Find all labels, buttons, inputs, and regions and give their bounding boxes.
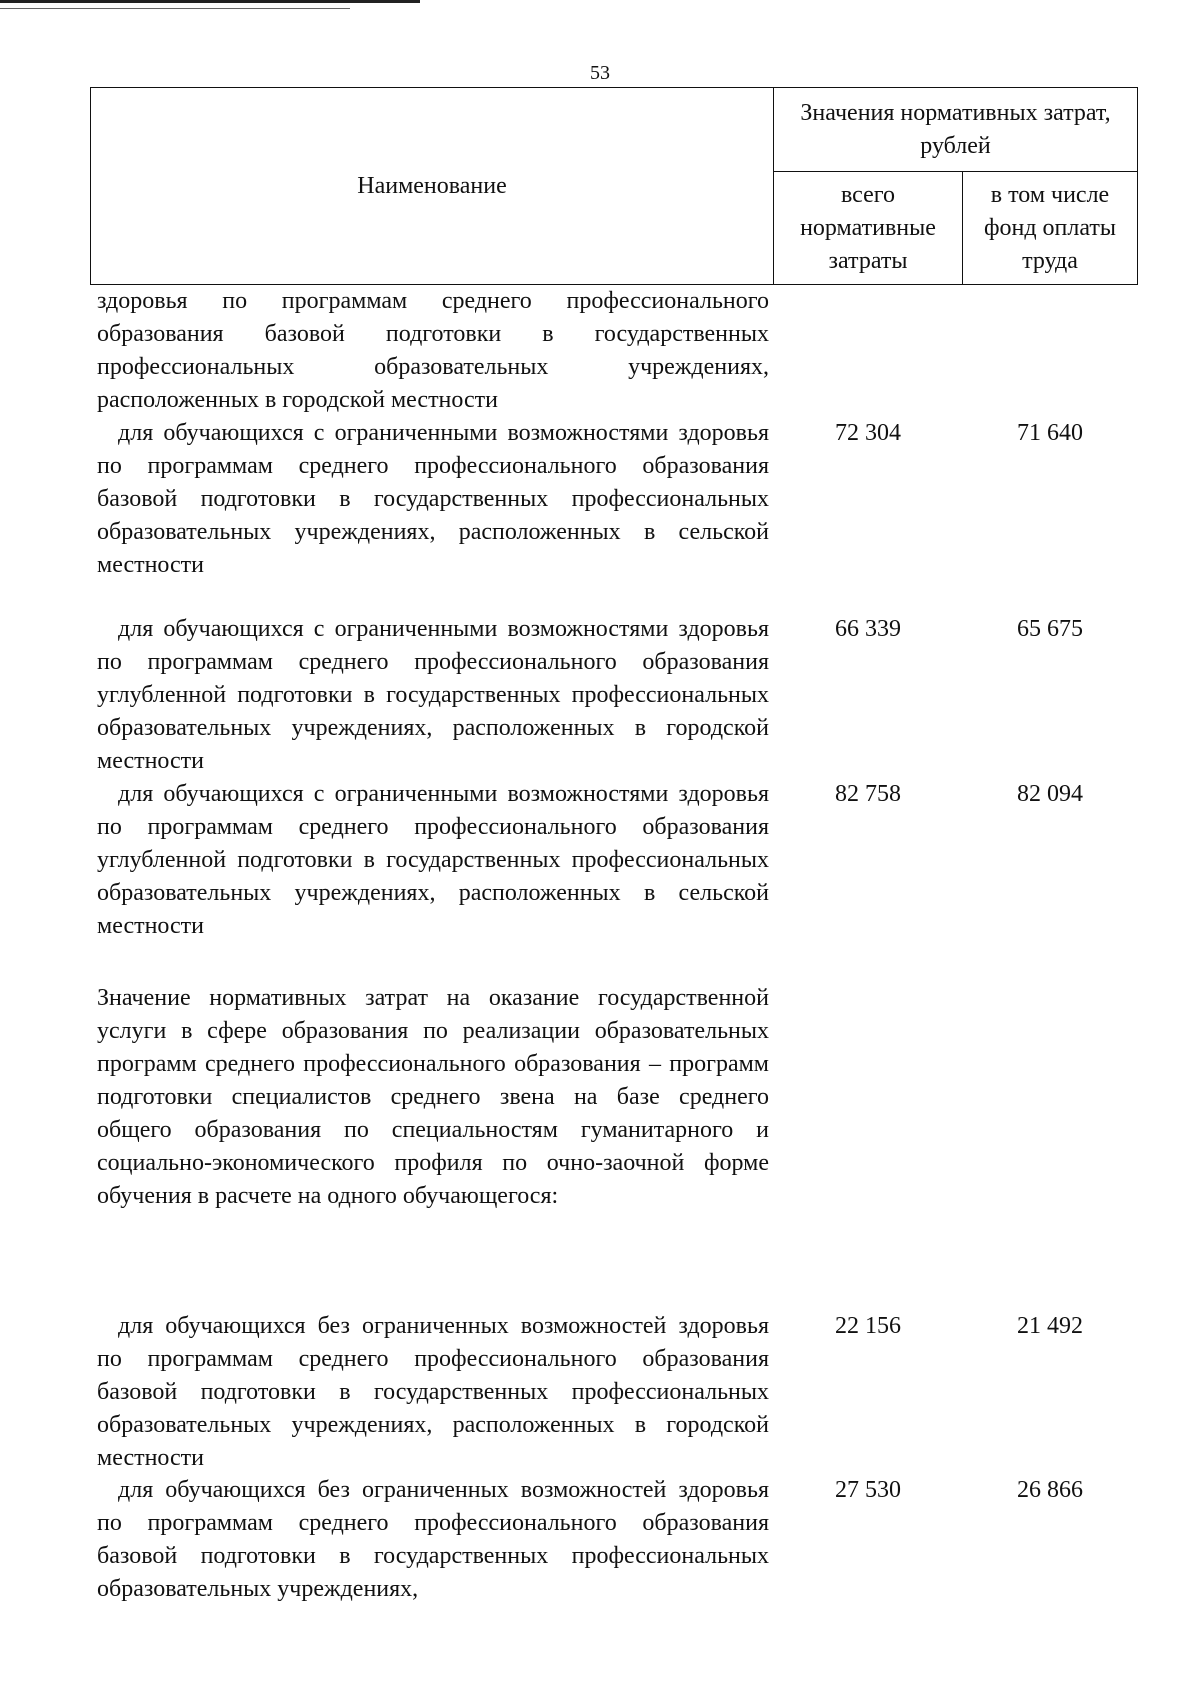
row-total-value: 72 304 <box>835 420 901 446</box>
row-text: здоровья по программам среднего профессионального образования базовой подготовки в государственных профессиональных образовательных учреждениях, расположенных в городской местности <box>97 288 769 413</box>
row-wage-value: 71 640 <box>1017 420 1083 446</box>
row-wage-value: 21 492 <box>1017 1313 1083 1339</box>
page-number: 53 <box>590 62 610 84</box>
row-wage-value: 65 675 <box>1017 616 1083 642</box>
row-text: Значение нормативных затрат на оказание государственной услуги в сфере образования по реализации образовательных программ среднего профессионального образования – программ подготовки специалистов среднего звена на базе среднего общего образования по специальностям гуманитарного и социально-экономического профиля по очно-заочной форме обучения в расчете на одного обучающегося: <box>97 985 769 1209</box>
row-total-value: 66 339 <box>835 616 901 642</box>
row-wage-value: 26 866 <box>1017 1477 1083 1503</box>
scan-edge-line <box>0 0 420 3</box>
header-wage-cell <box>962 171 1138 285</box>
row-wage-value: 82 094 <box>1017 781 1083 807</box>
row-total-value: 82 758 <box>835 781 901 807</box>
header-name-label: Наименование <box>357 172 507 199</box>
row-total-value: 22 156 <box>835 1313 901 1339</box>
row-text: для обучающихся с ограниченными возможностями здоровья по программам среднего профессионального образования базовой подготовки в государственных профессиональных образовательных учреждениях, расположенных в сельской местности <box>97 420 769 578</box>
row-text: для обучающихся с ограниченными возможностями здоровья по программам среднего профессионального образования углубленной подготовки в государственных профессиональных образовательных учреждениях, расположенных в сельской местности <box>97 781 769 939</box>
row-text: для обучающихся без ограниченных возможностей здоровья по программам среднего профессионального образования базовой подготовки в государственных профессиональных образовательных учреждениях, <box>97 1477 769 1602</box>
header-values-group-cell <box>773 87 1138 172</box>
row-total-value: 27 530 <box>835 1477 901 1503</box>
header-values-group-label: Значения нормативных затрат, рублей <box>800 99 1111 159</box>
scan-edge-line <box>0 8 350 9</box>
row-text: для обучающихся с ограниченными возможностями здоровья по программам среднего профессионального образования углубленной подготовки в государственных профессиональных образовательных учреждениях, расположенных в городской местности <box>97 616 769 774</box>
row-text: для обучающихся без ограниченных возможностей здоровья по программам среднего профессионального образования базовой подготовки в государственных профессиональных образовательных учреждениях, расположенных в городской местности <box>97 1313 769 1471</box>
header-total-label: всего нормативные затраты <box>800 181 936 274</box>
header-name-cell <box>90 87 774 285</box>
header-total-cell <box>773 171 963 285</box>
header-wage-label: в том числе фонд оплаты труда <box>983 181 1117 274</box>
